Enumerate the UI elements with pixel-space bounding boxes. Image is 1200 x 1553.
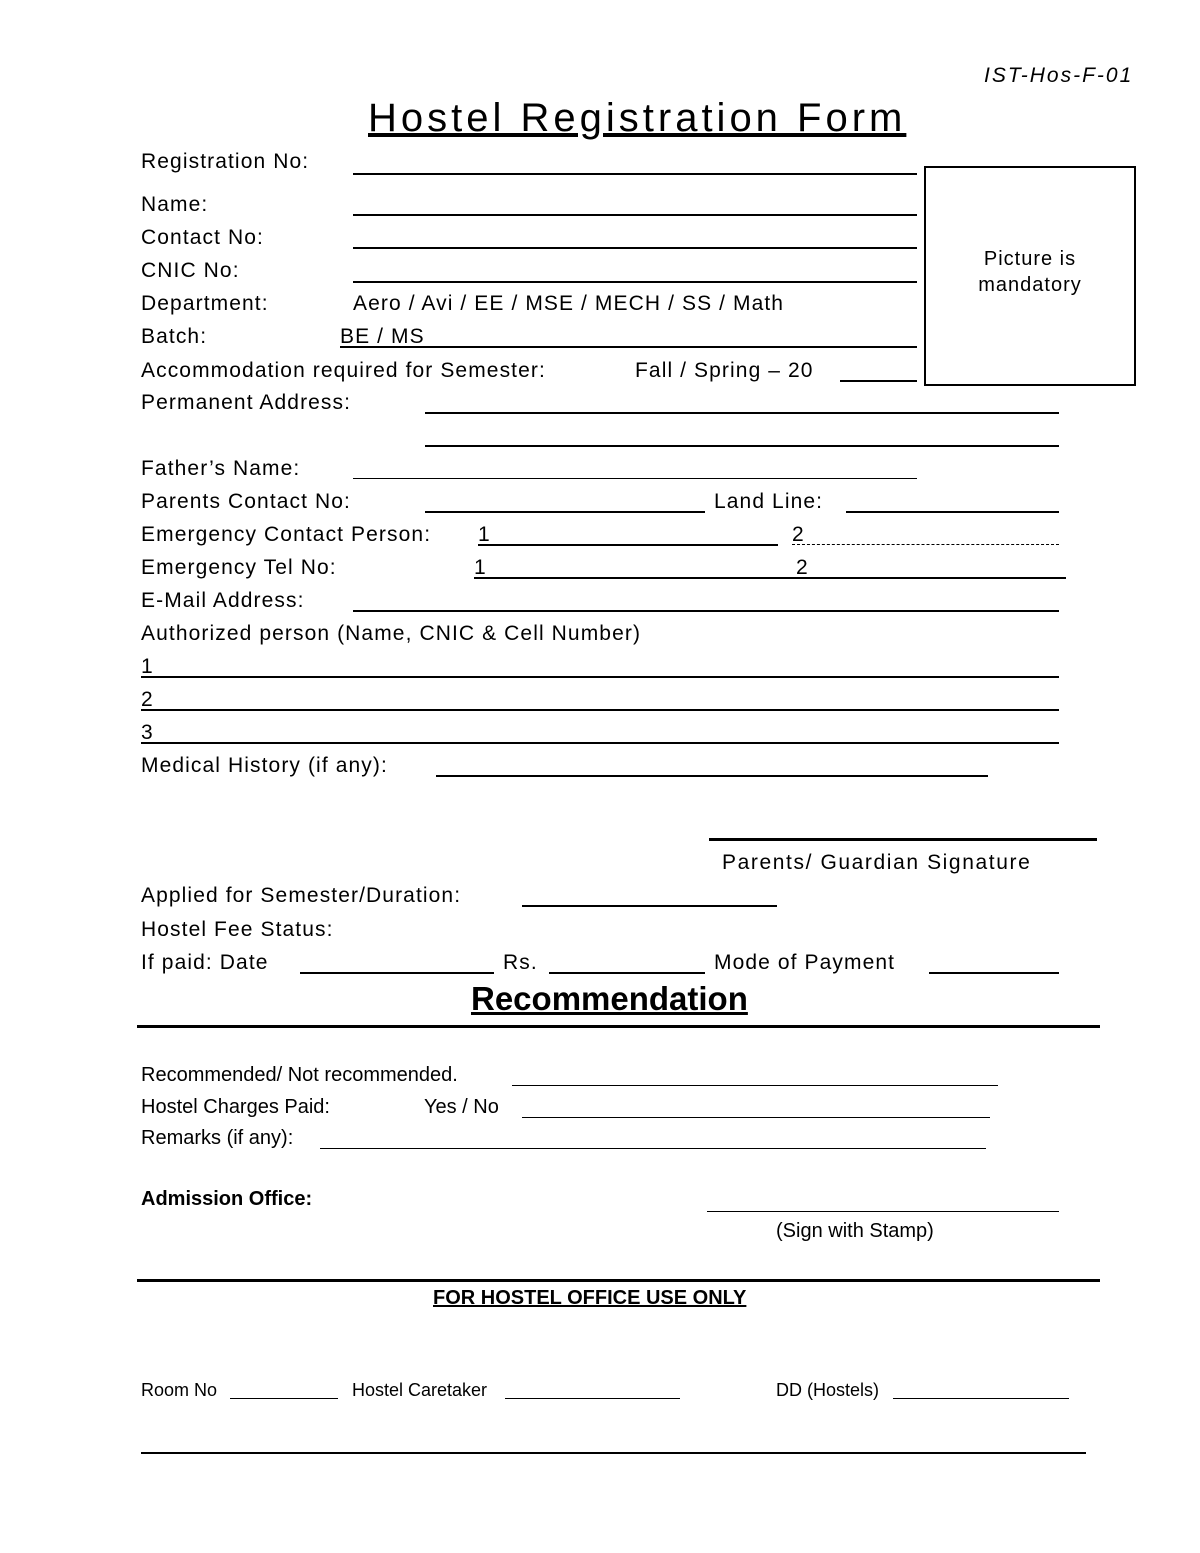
- land-line-field[interactable]: [846, 511, 1059, 513]
- authorized-person-3-number: 3: [141, 721, 154, 744]
- payment-mode-label: Mode of Payment: [714, 951, 896, 974]
- hostel-charges-options[interactable]: Yes / No: [424, 1096, 499, 1118]
- parents-contact-label: Parents Contact No:: [141, 490, 351, 513]
- office-use-heading: FOR HOSTEL OFFICE USE ONLY: [433, 1287, 747, 1309]
- payment-mode-field[interactable]: [929, 972, 1059, 974]
- hostel-charges-label: Hostel Charges Paid:: [141, 1096, 330, 1118]
- registration-no-label: Registration No:: [141, 150, 310, 173]
- fathers-name-field[interactable]: [353, 478, 917, 479]
- authorized-person-2-field[interactable]: [141, 709, 1059, 711]
- photo-box-text: Picture is mandatory: [978, 248, 1082, 296]
- emergency-person-2-number: 2: [792, 523, 805, 546]
- if-paid-date-label: If paid: Date: [141, 951, 269, 974]
- contact-no-field[interactable]: [353, 247, 917, 249]
- authorized-person-1-number: 1: [141, 655, 154, 678]
- authorized-person-2-number: 2: [141, 688, 154, 711]
- medical-history-label: Medical History (if any):: [141, 754, 388, 777]
- permanent-address-field-2[interactable]: [425, 445, 1059, 447]
- hostel-caretaker-label: Hostel Caretaker: [352, 1380, 488, 1400]
- office-divider: [137, 1279, 1100, 1282]
- cnic-no-label: CNIC No:: [141, 259, 240, 282]
- name-field[interactable]: [353, 214, 917, 216]
- batch-label: Batch:: [141, 325, 208, 348]
- emergency-tel-2-field[interactable]: [784, 577, 1066, 579]
- amount-field[interactable]: [549, 972, 705, 974]
- remarks-field[interactable]: [320, 1148, 986, 1149]
- bottom-line: [141, 1452, 1086, 1454]
- authorized-person-label: Authorized person (Name, CNIC & Cell Number): [141, 622, 642, 645]
- emergency-person-label: Emergency Contact Person:: [141, 523, 432, 546]
- emergency-person-1-number: 1: [478, 523, 491, 546]
- email-field[interactable]: [353, 610, 1059, 612]
- contact-no-label: Contact No:: [141, 226, 264, 249]
- accommodation-options[interactable]: Fall / Spring – 20: [635, 359, 814, 382]
- emergency-tel-label: Emergency Tel No:: [141, 556, 337, 579]
- emergency-tel-2-number: 2: [796, 556, 809, 579]
- authorized-person-1-field[interactable]: [141, 676, 1059, 678]
- batch-field[interactable]: [340, 346, 917, 348]
- accommodation-year-field[interactable]: [840, 380, 917, 382]
- rs-label: Rs.: [503, 951, 538, 974]
- name-label: Name:: [141, 193, 209, 216]
- batch-options[interactable]: BE / MS: [340, 325, 425, 348]
- department-options[interactable]: Aero / Avi / EE / MSE / MECH / SS / Math: [353, 292, 785, 315]
- recommended-field[interactable]: [512, 1085, 998, 1086]
- authorized-person-3-field[interactable]: [141, 742, 1059, 744]
- room-no-label: Room No: [141, 1380, 218, 1400]
- cnic-no-field[interactable]: [353, 281, 917, 283]
- admission-office-label: Admission Office:: [141, 1188, 313, 1210]
- emergency-tel-1-field[interactable]: [474, 577, 784, 579]
- medical-history-field[interactable]: [436, 775, 988, 777]
- land-line-label: Land Line:: [714, 490, 824, 513]
- recommendation-divider: [137, 1025, 1100, 1028]
- remarks-label: Remarks (if any):: [141, 1127, 294, 1149]
- guardian-signature-line[interactable]: [709, 838, 1097, 841]
- dd-hostels-field[interactable]: [893, 1398, 1069, 1399]
- recommended-label: Recommended/ Not recommended.: [141, 1064, 458, 1086]
- hostel-charges-field[interactable]: [522, 1117, 990, 1118]
- department-label: Department:: [141, 292, 269, 315]
- permanent-address-field-1[interactable]: [425, 412, 1059, 414]
- paid-date-field[interactable]: [300, 972, 494, 974]
- sign-with-stamp-label: (Sign with Stamp): [776, 1220, 934, 1242]
- hostel-caretaker-field[interactable]: [505, 1398, 680, 1399]
- page-title: Hostel Registration Form: [368, 96, 907, 140]
- permanent-address-label: Permanent Address:: [141, 391, 352, 414]
- form-code: IST-Hos-F-01: [984, 64, 1134, 87]
- admission-sign-field[interactable]: [707, 1211, 1059, 1212]
- accommodation-label: Accommodation required for Semester:: [141, 359, 546, 382]
- recommendation-heading: Recommendation: [471, 980, 748, 1017]
- applied-semester-label: Applied for Semester/Duration:: [141, 884, 462, 907]
- emergency-person-1-field[interactable]: [478, 544, 778, 546]
- photo-box[interactable]: [924, 166, 1136, 386]
- email-label: E-Mail Address:: [141, 589, 305, 612]
- fathers-name-label: Father’s Name:: [141, 457, 301, 480]
- emergency-tel-1-number: 1: [474, 556, 487, 579]
- fee-status-label: Hostel Fee Status:: [141, 918, 334, 941]
- applied-semester-field[interactable]: [522, 905, 777, 907]
- registration-no-field[interactable]: [353, 173, 917, 175]
- parents-contact-field[interactable]: [425, 511, 705, 513]
- guardian-signature-label: Parents/ Guardian Signature: [722, 851, 1032, 874]
- dd-hostels-label: DD (Hostels): [776, 1380, 880, 1400]
- emergency-person-2-field[interactable]: [792, 544, 1059, 545]
- room-no-field[interactable]: [230, 1398, 338, 1399]
